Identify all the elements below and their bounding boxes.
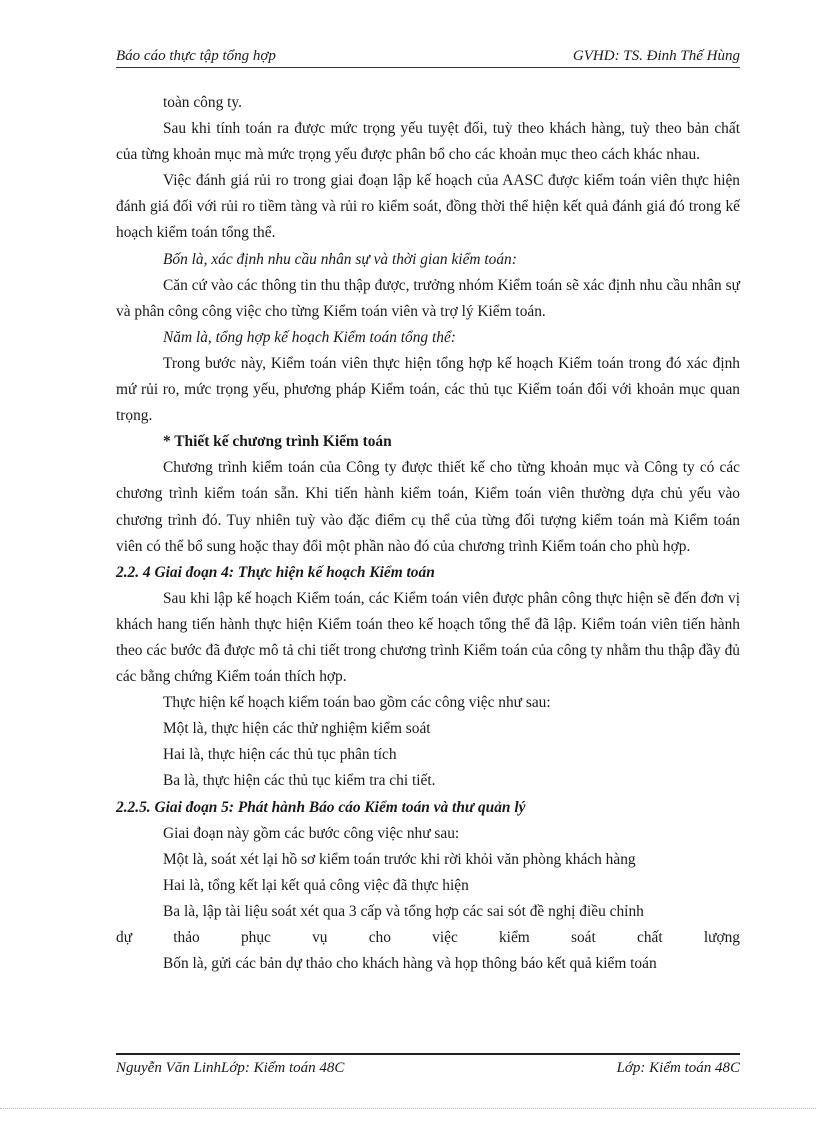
paragraph-overall-plan: Trong bước này, Kiểm toán viên thực hiện tổng hợp kế hoạch Kiểm toán trong đó xác định mứ rủi ro, mức trọng yếu, phương pháp Kiểm toán, các thủ tục Kiểm toán đối với khoản mục quan trọng. — [116, 354, 740, 425]
step-five-heading: Năm là, tổng hợp kế hoạch Kiểm toán tổng thể: — [163, 328, 456, 346]
section-2-2-5-heading: 2.2.5. Giai đoạn 5: Phát hành Báo cáo Kiểm toán và thư quản lý — [116, 798, 526, 816]
header-report-title: Báo cáo thực tập tổng hợp — [116, 48, 276, 64]
list-item-three-level-review-cont: dự thảo phục vụ cho việc kiểm soát chất lượng — [116, 929, 740, 946]
paragraph-execution-tasks: Thực hiện kế hoạch kiểm toán bao gồm các công việc như sau: — [163, 694, 551, 712]
list-item-analytics: Hai là, thực hiện các thủ tục phân tích — [163, 746, 397, 764]
paragraph-execution: Sau khi lập kế hoạch Kiểm toán, các Kiểm toán viên được phân công thực hiện sẽ đến đơn vị khách hang tiến hành thực hiện Kiểm toán theo kế hoạch tổng thể đã lập. Kiểm toán viên tiến hành theo các bước đã được mô tả chi tiết trong chương trình Kiểm toán của công ty nhằm thu thập đầy đủ các bằng chứng Kiểm toán thích hợp. — [116, 589, 740, 686]
footer-author: Nguyễn Văn LinhLớp: Kiểm toán 48C — [116, 1060, 345, 1076]
section-2-2-4-heading: 2.2. 4 Giai đoạn 4: Thực hiện kế hoạch Kiểm toán — [116, 563, 435, 581]
header-divider — [116, 67, 740, 68]
document-body — [116, 90, 740, 977]
paragraph-phase-five: Giai đoạn này gồm các bước công việc như sau: — [163, 824, 460, 842]
list-item-send-drafts: Bốn là, gửi các bản dự thảo cho khách hàng và họp thông báo kết quả kiểm toán — [163, 955, 657, 973]
page-header — [116, 48, 740, 68]
list-item-review-files: Một là, soát xét lại hồ sơ kiểm toán trước khi rời khỏi văn phòng khách hàng — [163, 850, 636, 868]
audit-program-heading: * Thiết kế chương trình Kiểm toán — [163, 433, 392, 451]
paragraph-audit-program: Chương trình kiểm toán của Công ty được thiết kế cho từng khoản mục và Công ty có các chương trình kiểm toán sẵn. Khi tiến hành kiểm toán, Kiểm toán viên thường dựa chủ yếu vào chương trình đó. Tuy nhiên tuỳ vào đặc điểm cụ thể của từng đối tượng kiểm toán mà Kiểm toán viên có thể bổ sung hoặc thay đổi một phần nào đó của chương trình Kiểm toán cho phù hợp. — [116, 459, 740, 555]
step-four-heading: Bốn là, xác định nhu cầu nhân sự và thời gian kiểm toán: — [163, 250, 517, 268]
paragraph-continuation: toàn công ty. — [163, 94, 242, 111]
paragraph-materiality: Sau khi tính toán ra được mức trọng yếu tuyệt đối, tuỳ theo khách hàng, tuỳ theo bản chất của từng khoản mục mà mức trọng yếu được phân bổ cho các khoản mục theo cách khác nhau. — [116, 120, 740, 164]
list-item-detail-test: Ba là, thực hiện các thủ tục kiểm tra chi tiết. — [163, 772, 436, 790]
paragraph-risk-assessment: Việc đánh giá rủi ro trong giai đoạn lập kế hoạch của AASC được kiểm toán viên thực hiện đánh giá đối với rủi ro tiềm tàng và rủi ro kiểm soát, đồng thời thể hiện kết quả đánh giá đó trong kế hoạch kiểm toán tổng thể. — [116, 172, 740, 242]
list-item-controls-test: Một là, thực hiện các thử nghiệm kiểm soát — [163, 720, 431, 738]
list-item-three-level-review: Ba là, lập tài liệu soát xét qua 3 cấp và tổng hợp các sai sót đề nghị điều chỉnh — [163, 902, 644, 920]
footer-class: Lớp: Kiểm toán 48C — [616, 1060, 740, 1076]
header-supervisor: GVHD: TS. Đinh Thế Hùng — [572, 48, 740, 64]
page-edge-dotted-line — [0, 1108, 816, 1109]
paragraph-staffing: Căn cứ vào các thông tin thu thập được, trưởng nhóm Kiểm toán sẽ xác định nhu cầu nhân sự và phân công công việc cho từng Kiểm toán viên và trợ lý Kiểm toán. — [116, 276, 740, 320]
page-footer — [116, 1060, 740, 1080]
footer-divider — [116, 1053, 740, 1055]
list-item-summarize: Hai là, tổng kết lại kết quả công việc đã thực hiện — [163, 876, 469, 894]
